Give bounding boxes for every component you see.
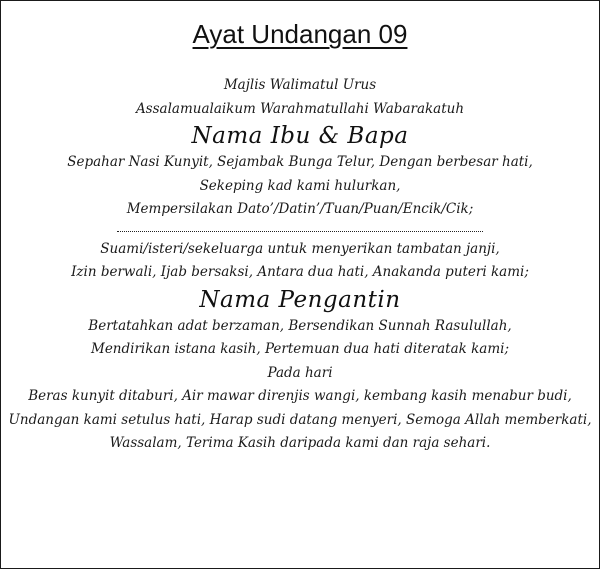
page-title: Ayat Undangan 09: [192, 19, 408, 49]
relationship-line-1: Suami/isteri/sekeluarga untuk menyerikan tambatan janji,: [100, 240, 500, 257]
closing-line-2: Mendirikan istana kasih, Pertemuan dua hati diteratak kami;: [91, 341, 509, 357]
closing-line-3: Pada hari: [267, 364, 333, 381]
closing-line-1: Bertatahkan adat berzaman, Bersendikan Sunnah Rasulullah,: [88, 317, 512, 334]
invitation-line-1: Sepahar Nasi Kunyit, Sejambak Bunga Telur, Dengan berbesar hati,: [67, 154, 533, 170]
invitation-line-2: Sekeping kad kami hulurkan,: [199, 177, 401, 194]
intro-line-1: Majlis Walimatul Urus: [223, 77, 377, 93]
closing-line-5: Undangan kami setulus hati, Harap sudi datang menyeri, Semoga Allah memberkati,: [8, 411, 592, 428]
invitation-text: [1, 74, 599, 456]
relationship-line-2: Izin berwali, Ijab bersaksi, Antara dua hati, Anakanda puteri kami;: [71, 264, 529, 280]
intro-line-2: Assalamualaikum Warahmatullahi Wabarakatuh: [135, 100, 465, 117]
parents-name-heading: Nama Ibu & Bapa: [191, 123, 409, 149]
couple-name-heading: Nama Pengantin: [199, 286, 401, 313]
closing-line-6: Wassalam, Terima Kasih daripada kami dan raja sehari.: [109, 435, 491, 451]
invitation-line-3: Mempersilakan Dato’/Datin’/Tuan/Puan/Encik/Cik;: [126, 201, 474, 217]
closing-line-4: Beras kunyit ditaburi, Air mawar direnjis wangi, kembang kasih menabur budi,: [28, 388, 572, 404]
guest-name-blank-line: [117, 231, 483, 232]
